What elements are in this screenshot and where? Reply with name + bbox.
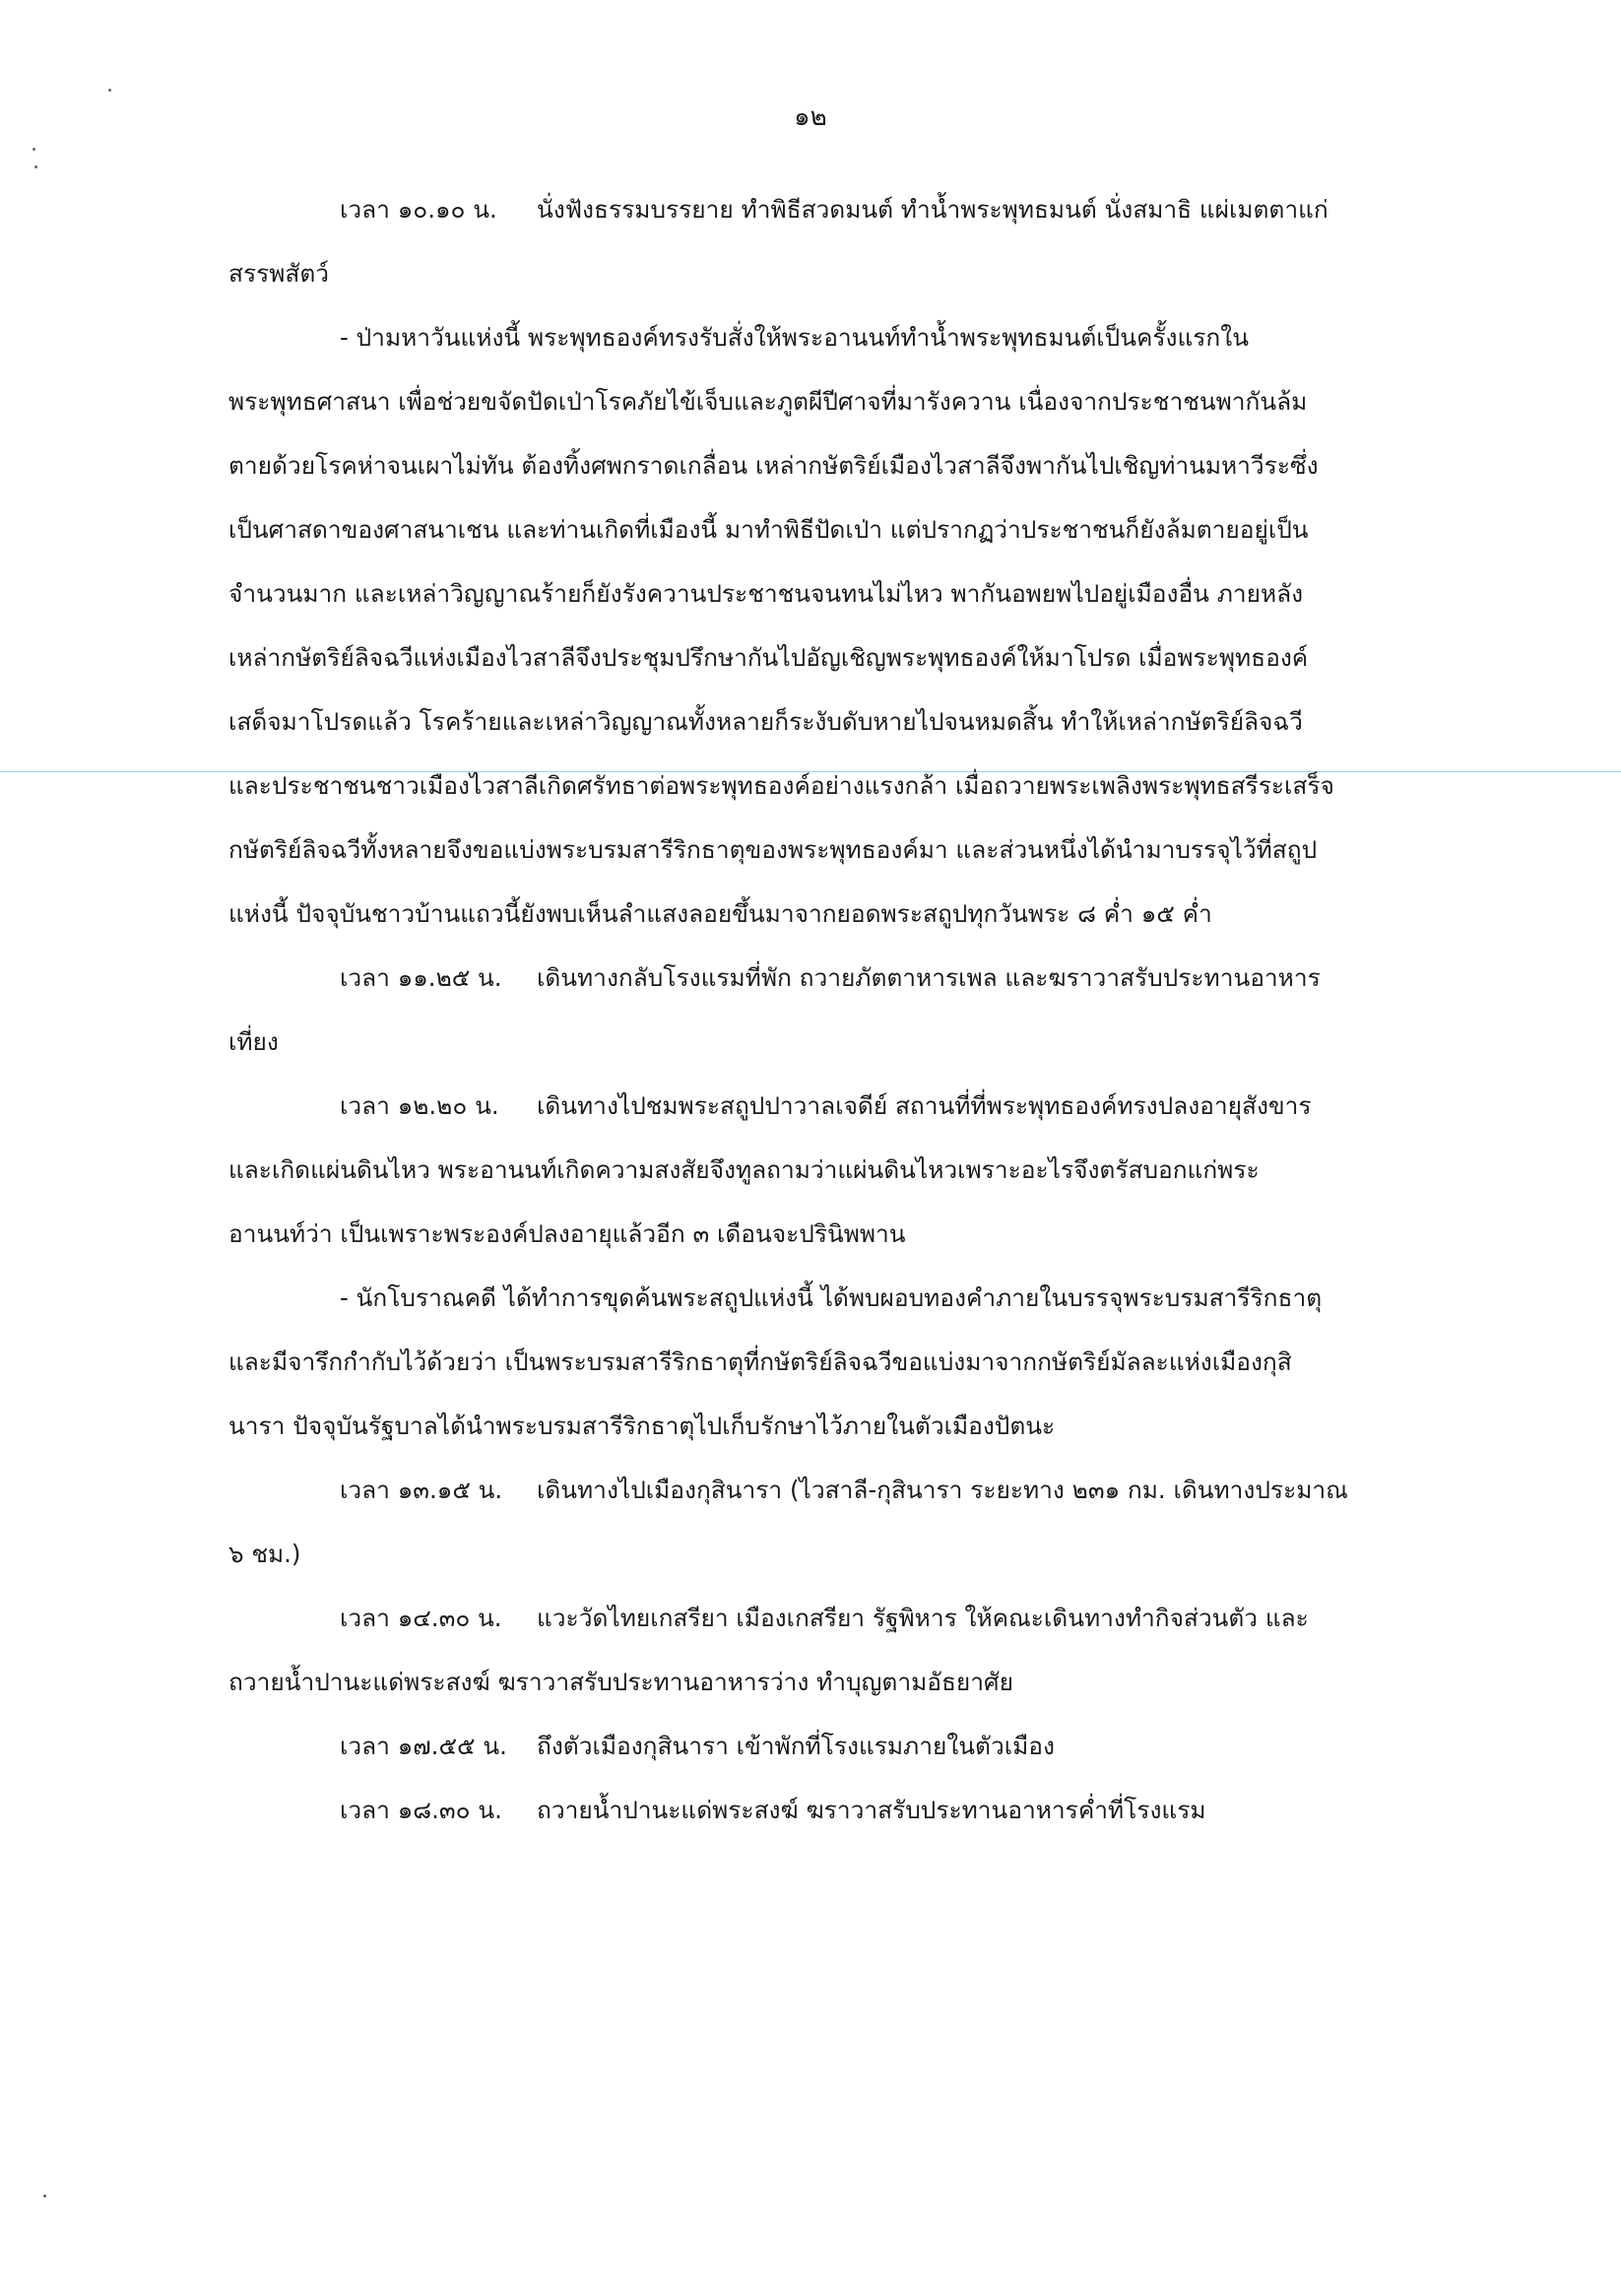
- text-line: [228, 305, 1391, 369]
- scan-speck: [108, 89, 111, 92]
- schedule-time: เวลา ๑๔.๓๐ น.: [340, 1604, 502, 1632]
- text-line: [228, 241, 1391, 305]
- text-line: [228, 1330, 1391, 1394]
- line-text: เสด็จมาโปรดแล้ว โรคร้ายและเหล่าวิญญาณทั้งหลายก็ระงับดับหายไปจนหมดสิ้น ทำให้เหล่ากษัตริย์ลิจฉวี: [228, 707, 1303, 736]
- text-line: [228, 1202, 1391, 1266]
- text-line: [228, 818, 1391, 882]
- line-text: ถวายน้ำปานะแด่พระสงฆ์ ฆราวาสรับประทานอาหารว่าง ทำบุญตามอัธยาศัย: [228, 1668, 1013, 1696]
- schedule-time: เวลา ๑๐.๑๐ น.: [340, 195, 497, 224]
- paragraph: [228, 1074, 1391, 1266]
- text-line: [228, 1458, 1391, 1522]
- paragraph: [228, 1266, 1391, 1458]
- schedule-time: เวลา ๑๑.๒๕ น.: [340, 963, 502, 992]
- schedule-time: เวลา ๑๗.๕๕ น.: [340, 1732, 507, 1760]
- line-text: จำนวนมาก และเหล่าวิญญาณร้ายก็ยังรังควานประชาชนจนทนไม่ไหว พากันอพยพไปอยู่เมืองอื่น ภายหลัง: [228, 579, 1304, 608]
- line-text: แวะวัดไทยเกสรียา เมืองเกสรียา รัฐพิหาร ให้คณะเดินทางทำกิจส่วนตัว และ: [537, 1604, 1309, 1632]
- text-line: [228, 369, 1391, 433]
- scan-speck: [34, 165, 37, 168]
- paragraph: [228, 1714, 1391, 1778]
- text-line: [228, 1522, 1391, 1586]
- line-text: เดินทางไปชมพระสถูปปาวาลเจดีย์ สถานที่ที่พระพุทธองค์ทรงปลงอายุสังขาร: [537, 1091, 1312, 1120]
- paragraph: [228, 1778, 1391, 1842]
- text-line: [228, 1010, 1391, 1074]
- line-text: ๖ ชม.): [228, 1540, 301, 1568]
- line-text: และประชาชนชาวเมืองไวสาลีเกิดศรัทธาต่อพระพุทธองค์อย่างแรงกล้า เมื่อถวายพระเพลิงพระพุทธสรีระเสร็จ: [228, 771, 1334, 800]
- schedule-time: เวลา ๑๘.๓๐ น.: [340, 1796, 502, 1824]
- line-text: - ป่ามหาวันแห่งนี้ พระพุทธองค์ทรงรับสั่งให้พระอานนท์ทำน้ำพระพุทธมนต์เป็นครั้งแรกใน: [340, 323, 1249, 352]
- line-text: ตายด้วยโรคห่าจนเผาไม่ทัน ต้องทิ้งศพกราดเกลื่อน เหล่ากษัตริย์เมืองไวสาลีจึงพากันไปเชิญท่านมหาวีระซึ่ง: [228, 451, 1319, 480]
- text-line: [228, 1586, 1391, 1650]
- line-text: เดินทางไปเมืองกุสินารา (ไวสาลี-กุสินารา ระยะทาง ๒๓๑ กม. เดินทางประมาณ: [537, 1476, 1348, 1504]
- text-line: [228, 689, 1391, 754]
- paragraph: [228, 1458, 1391, 1586]
- page-number: ๑๒: [794, 102, 827, 132]
- text-line: [228, 754, 1391, 818]
- line-text: นั่งฟังธรรมบรรยาย ทำพิธีสวดมนต์ ทำน้ำพระพุทธมนต์ นั่งสมาธิ แผ่เมตตาแก่: [537, 195, 1329, 224]
- line-text: อานนท์ว่า เป็นเพราะพระองค์ปลงอายุแล้วอีก ๓ เดือนจะปรินิพพาน: [228, 1219, 906, 1248]
- line-text: เหล่ากษัตริย์ลิจฉวีแห่งเมืองไวสาลีจึงประชุมปรึกษากันไปอัญเชิญพระพุทธองค์ให้มาโปรด เมื่อพระพุทธองค์: [228, 643, 1309, 672]
- paragraph: [228, 1586, 1391, 1714]
- line-text: เที่ยง: [228, 1027, 279, 1056]
- text-line: [228, 433, 1391, 497]
- text-line: [228, 1650, 1391, 1714]
- line-text: ถวายน้ำปานะแด่พระสงฆ์ ฆราวาสรับประทานอาหารค่ำที่โรงแรม: [537, 1796, 1206, 1824]
- text-line: [228, 1138, 1391, 1202]
- line-text: ถึงตัวเมืองกุสินารา เข้าพักที่โรงแรมภายในตัวเมือง: [537, 1732, 1055, 1760]
- text-line: [228, 1266, 1391, 1330]
- text-line: [228, 1394, 1391, 1458]
- schedule-time: เวลา ๑๓.๑๕ น.: [340, 1476, 503, 1504]
- text-line: [228, 882, 1391, 946]
- scan-speck: [32, 148, 35, 151]
- text-line: [228, 561, 1391, 625]
- paragraph: [228, 946, 1391, 1074]
- text-line: [228, 177, 1391, 241]
- text-line: [228, 625, 1391, 689]
- schedule-time: เวลา ๑๒.๒๐ น.: [340, 1091, 499, 1120]
- paragraph: [228, 177, 1391, 305]
- text-line: [228, 946, 1391, 1010]
- text-line: [228, 1778, 1391, 1842]
- document-body: [228, 177, 1391, 1842]
- line-text: กษัตริย์ลิจฉวีทั้งหลายจึงขอแบ่งพระบรมสารีริกธาตุของพระพุทธองค์มา และส่วนหนึ่งได้นำมาบรรจุไว้ที่สถูป: [228, 835, 1318, 864]
- line-text: - นักโบราณคดี ได้ทำการขุดค้นพระสถูปแห่งนี้ ได้พบผอบทองคำภายในบรรจุพระบรมสารีริกธาตุ: [340, 1283, 1323, 1312]
- line-text: นารา ปัจจุบันรัฐบาลได้นำพระบรมสารีริกธาตุไปเก็บรักษาไว้ภายในตัวเมืองปัตนะ: [228, 1411, 1056, 1440]
- scan-speck: [43, 2195, 46, 2198]
- line-text: พระพุทธศาสนา เพื่อช่วยขจัดปัดเป่าโรคภัยไข้เจ็บและภูตผีปีศาจที่มารังควาน เนื่องจากประชาชนพากันล้ม: [228, 387, 1308, 416]
- line-text: เดินทางกลับโรงแรมที่พัก ถวายภัตตาหารเพล และฆราวาสรับประทานอาหาร: [537, 963, 1321, 992]
- line-text: เป็นศาสดาของศาสนาเชน และท่านเกิดที่เมืองนี้ มาทำพิธีปัดเป่า แต่ปรากฏว่าประชาชนก็ยังล้มตายอยู่เป็น: [228, 515, 1309, 544]
- line-text: แห่งนี้ ปัจจุบันชาวบ้านแถวนี้ยังพบเห็นลำแสงลอยขึ้นมาจากยอดพระสถูปทุกวันพระ ๘ ค่ำ ๑๕ ค่ำ: [228, 899, 1212, 928]
- line-text: และเกิดแผ่นดินไหว พระอานนท์เกิดความสงสัยจึงทูลถามว่าแผ่นดินไหวเพราะอะไรจึงตรัสบอกแก่พระ: [228, 1155, 1260, 1184]
- text-line: [228, 1714, 1391, 1778]
- paragraph: [228, 305, 1391, 946]
- line-text: สรรพสัตว์: [228, 259, 330, 288]
- line-text: และมีจารึกกำกับไว้ด้วยว่า เป็นพระบรมสารีริกธาตุที่กษัตริย์ลิจฉวีขอแบ่งมาจากกษัตริย์มัลละแห่งเมืองกุสิ: [228, 1347, 1292, 1376]
- text-line: [228, 1074, 1391, 1138]
- text-line: [228, 497, 1391, 561]
